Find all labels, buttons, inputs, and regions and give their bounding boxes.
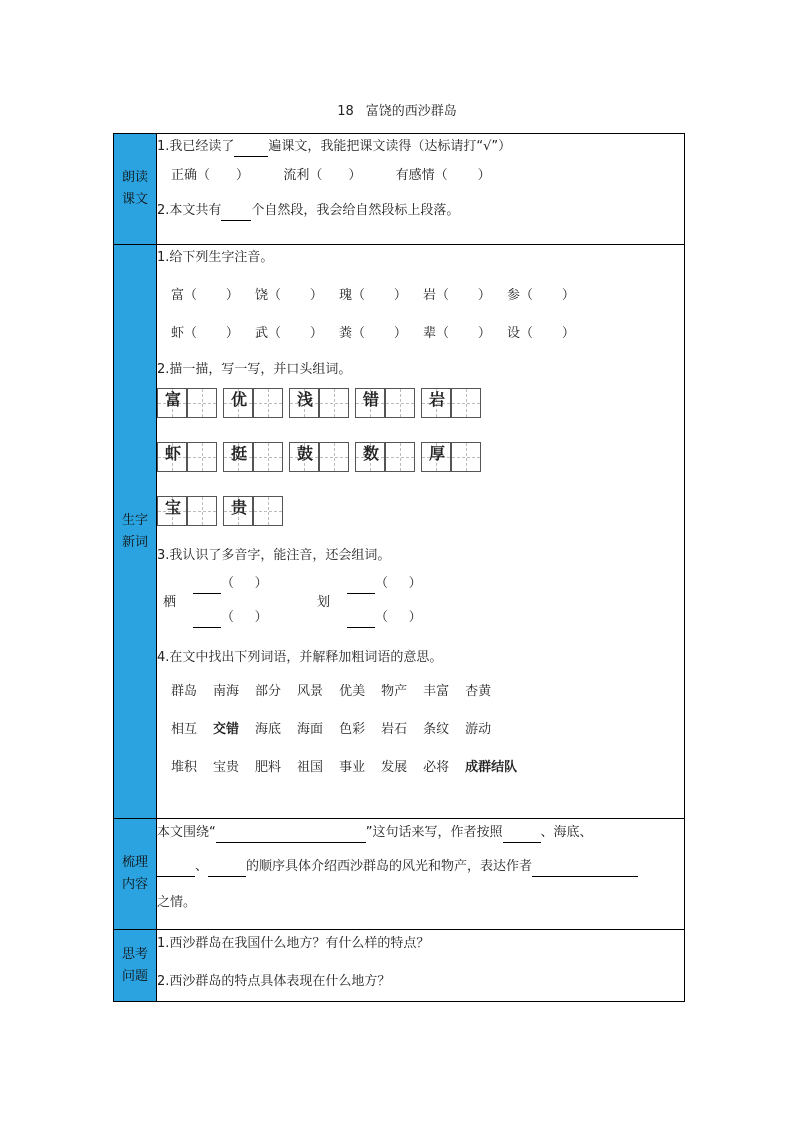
chars-q4: 4.在文中找出下列词语，并解释加粗词语的意思。 <box>157 650 443 665</box>
q-text: 遍课文，我能把课文读得（达标请打“√”） <box>268 139 512 154</box>
label-line: 内容 <box>121 877 148 892</box>
section-label-chars <box>114 245 157 819</box>
vocab-word: 风景 <box>297 684 324 699</box>
writing-grid-pair <box>157 496 217 526</box>
option-correct: 正确（ <box>171 168 211 183</box>
pinyin-item: 富（ ） <box>171 288 239 303</box>
vocab-word: 海面 <box>297 722 324 737</box>
word-row-2 <box>157 720 684 740</box>
grid-cell-model <box>223 388 253 418</box>
pinyin-item: 参（ ） <box>507 288 575 303</box>
model-char: 浅 <box>296 390 313 409</box>
grid-cell-model <box>289 388 319 418</box>
polyphone-line: （ ） <box>347 574 422 594</box>
vocab-word: 堆积 <box>171 760 198 775</box>
pinyin-item: 粪（ ） <box>339 326 407 341</box>
answer-blank[interactable] <box>347 579 375 594</box>
pinyin-item: 虾（ ） <box>171 326 239 341</box>
answer-blank[interactable] <box>208 862 246 877</box>
polyphone-block <box>157 574 684 634</box>
grid-cell-write[interactable] <box>253 496 283 526</box>
read-q2 <box>157 201 684 221</box>
pinyin-row-2 <box>157 324 684 344</box>
model-char: 岩 <box>428 390 445 409</box>
model-char: 贵 <box>230 498 247 517</box>
vocab-word: 相互 <box>171 722 198 737</box>
pinyin-item: 武（ ） <box>255 326 323 341</box>
answer-blank[interactable] <box>234 142 268 157</box>
section-label-sort <box>114 819 157 930</box>
vocab-word: 宝贵 <box>213 760 240 775</box>
pinyin-item: 设（ ） <box>507 326 575 341</box>
writing-grid-pair <box>289 442 349 472</box>
sort-text: 的顺序具体介绍西沙群岛的风光和物产，表达作者 <box>246 859 533 874</box>
word-row-1 <box>157 682 684 702</box>
section-label-think <box>114 930 157 1002</box>
answer-blank[interactable] <box>193 613 221 628</box>
vocab-word: 必将 <box>423 760 450 775</box>
q-text: 1.我已经读了 <box>157 139 235 154</box>
grid-cell-model <box>289 442 319 472</box>
model-char: 鼓 <box>296 444 313 463</box>
writing-grid-row-1 <box>157 388 684 418</box>
writing-grid-pair <box>289 388 349 418</box>
chars-q2: 2.描一描，写一写，并口头组词。 <box>157 362 352 377</box>
grid-cell-write[interactable] <box>385 442 415 472</box>
grid-cell-write[interactable] <box>451 388 481 418</box>
vocab-word: 交错 <box>213 722 240 737</box>
sort-text: 、海底、 <box>540 825 593 840</box>
polyphone-char-2: 划 <box>317 595 331 610</box>
page-title <box>0 100 794 119</box>
vocab-word: 物产 <box>381 684 408 699</box>
model-char: 挺 <box>230 444 247 463</box>
section-chars-content <box>157 245 685 819</box>
vocab-word: 条纹 <box>423 722 450 737</box>
vocab-word: 事业 <box>339 760 366 775</box>
polyphone-line: （ ） <box>347 608 422 628</box>
sort-text: 、 <box>195 859 209 874</box>
paren-close: ） <box>236 168 250 183</box>
paren-close: ） <box>477 168 491 183</box>
answer-blank[interactable] <box>503 828 541 843</box>
grid-cell-model <box>355 442 385 472</box>
grid-cell-write[interactable] <box>187 442 217 472</box>
vocab-word: 肥料 <box>255 760 282 775</box>
answer-blank[interactable] <box>221 206 251 221</box>
vocab-word: 岩石 <box>381 722 408 737</box>
lesson-title: 富饶的西沙群岛 <box>365 104 457 119</box>
grid-cell-model <box>421 388 451 418</box>
grid-cell-write[interactable] <box>385 388 415 418</box>
model-char: 富 <box>164 390 181 409</box>
q-text: 个自然段，我会给自然段标上段落。 <box>251 203 460 218</box>
writing-grid-pair <box>223 388 283 418</box>
model-char: 厚 <box>428 444 445 463</box>
pinyin-item: 瑰（ ） <box>339 288 407 303</box>
pinyin-item: 岩（ ） <box>423 288 491 303</box>
section-read-content <box>157 134 685 245</box>
think-q2: 2.西沙群岛的特点具体表现在什么地方？ <box>157 974 391 989</box>
answer-blank[interactable] <box>216 828 366 843</box>
model-char: 数 <box>362 444 379 463</box>
label-line: 朗读 <box>121 170 148 185</box>
grid-cell-model <box>223 442 253 472</box>
vocab-word: 成群结队 <box>465 760 518 775</box>
writing-grid-pair <box>355 442 415 472</box>
sort-text: 本文围绕“ <box>157 825 216 840</box>
model-char: 优 <box>230 390 247 409</box>
sort-text: ”这句话来写，作者按照 <box>365 825 503 840</box>
grid-cell-model <box>223 496 253 526</box>
vocab-word: 杏黄 <box>465 684 492 699</box>
polyphone-char-1: 栖 <box>163 595 177 610</box>
vocab-word: 色彩 <box>339 722 366 737</box>
model-char: 虾 <box>164 444 181 463</box>
vocab-word: 游动 <box>465 722 492 737</box>
vocab-word: 祖国 <box>297 760 324 775</box>
label-line: 问题 <box>121 968 148 984</box>
label-line: 梳理 <box>121 855 148 870</box>
read-options <box>157 166 684 186</box>
writing-grid-pair <box>157 442 217 472</box>
label-line: 生字 <box>121 512 148 528</box>
option-fluent: 流利（ <box>283 168 323 183</box>
section-sort-content <box>157 819 685 930</box>
model-char: 错 <box>362 390 379 409</box>
grid-cell-write[interactable] <box>253 442 283 472</box>
vocab-word: 南海 <box>213 684 240 699</box>
grid-cell-write[interactable] <box>319 388 349 418</box>
think-q1: 1.西沙群岛在我国什么地方？有什么样的特点？ <box>157 936 430 951</box>
section-think-content <box>157 930 685 1002</box>
answer-blank[interactable] <box>193 579 221 594</box>
pinyin-item: 饶（ ） <box>255 288 323 303</box>
writing-grid-row-2 <box>157 442 684 472</box>
writing-grid-pair <box>355 388 415 418</box>
label-line: 课文 <box>121 192 148 207</box>
section-label-read <box>114 134 157 245</box>
option-emotion: 有感情（ <box>395 168 448 183</box>
chars-q3: 3.我认识了多音字，能注音，还会组词。 <box>157 548 391 563</box>
answer-blank[interactable] <box>347 613 375 628</box>
grid-cell-model <box>157 442 187 472</box>
word-row-3 <box>157 758 684 778</box>
writing-grid-row-3 <box>157 496 684 526</box>
pinyin-row-1 <box>157 286 684 306</box>
sort-line-2 <box>157 857 684 877</box>
writing-grid-pair <box>421 442 481 472</box>
label-line: 思考 <box>121 946 148 962</box>
grid-cell-write[interactable] <box>319 442 349 472</box>
worksheet-table <box>113 133 685 1002</box>
model-char: 宝 <box>164 498 181 517</box>
vocab-word: 优美 <box>339 684 366 699</box>
q-text: 2.本文共有 <box>157 203 222 218</box>
vocab-word: 发展 <box>381 760 408 775</box>
vocab-word: 部分 <box>255 684 282 699</box>
vocab-word: 群岛 <box>171 684 198 699</box>
writing-grid-pair <box>421 388 481 418</box>
grid-cell-model <box>355 388 385 418</box>
lesson-number: 18 <box>337 104 354 119</box>
pinyin-item: 辈（ ） <box>423 326 491 341</box>
grid-cell-model <box>157 496 187 526</box>
vocab-word: 丰富 <box>423 684 450 699</box>
paren-close: ） <box>348 168 362 183</box>
grid-cell-write[interactable] <box>253 388 283 418</box>
grid-cell-write[interactable] <box>451 442 481 472</box>
writing-grid-pair <box>223 496 283 526</box>
writing-grid-pair <box>223 442 283 472</box>
grid-cell-write[interactable] <box>187 496 217 526</box>
polyphone-line: （ ） <box>193 574 268 594</box>
sort-line-3: 之情。 <box>157 895 197 910</box>
label-line: 新词 <box>121 534 148 550</box>
grid-cell-write[interactable] <box>187 388 217 418</box>
polyphone-line: （ ） <box>193 608 268 628</box>
read-q1 <box>157 137 684 157</box>
sort-line-1 <box>157 823 684 843</box>
writing-grid-pair <box>157 388 217 418</box>
grid-cell-model <box>157 388 187 418</box>
vocab-word: 海底 <box>255 722 282 737</box>
answer-blank[interactable] <box>157 862 195 877</box>
grid-cell-model <box>421 442 451 472</box>
answer-blank[interactable] <box>532 862 638 877</box>
chars-q1: 1.给下列生字注音。 <box>157 250 274 265</box>
